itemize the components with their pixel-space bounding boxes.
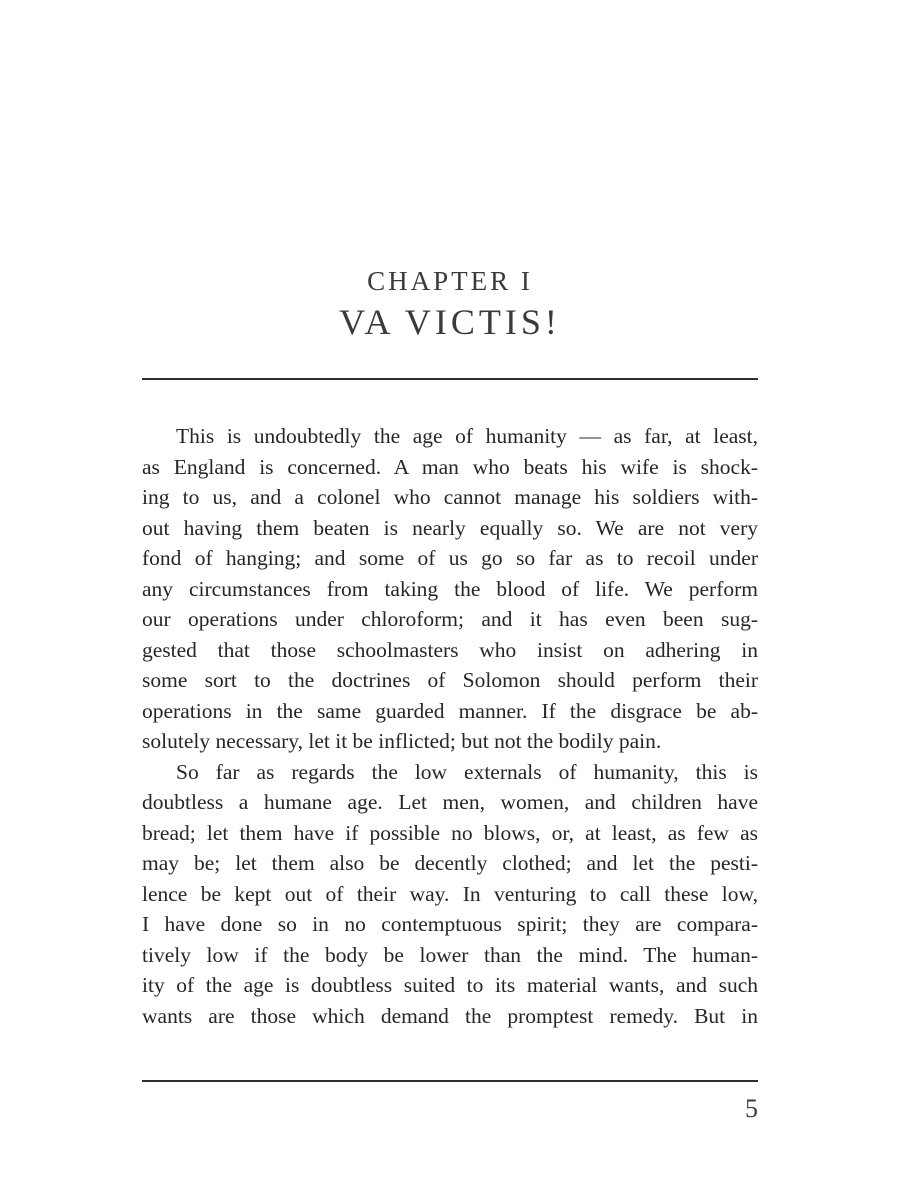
text-line: fond of hanging; and some of us go so far as to recoil under (142, 546, 758, 570)
page-number: 5 (745, 1094, 758, 1123)
text-line: solutely necessary, let it be inflicted; but not the bodily pain. (142, 729, 662, 753)
text-line: wants are those which demand the promptest remedy. But in (142, 1003, 758, 1028)
text-line: out having them beaten is nearly equally so. We are not very (142, 515, 758, 540)
text-line: any circumstances from taking the blood of life. We perform (142, 576, 758, 601)
text-line: some sort to the doctrines of Solomon should perform their (142, 668, 758, 692)
text-line: This is undoubtedly the age of humanity — as far, at least, (176, 424, 758, 448)
top-divider (142, 378, 758, 380)
text-line: our operations under chloroform; and it has even been sug- (142, 607, 758, 631)
text-line: ity of the age is doubtless suited to its material wants, and such (142, 973, 758, 997)
chapter-heading (0, 262, 900, 344)
text-line: as England is concerned. A man who beats his wife is shock- (142, 454, 758, 479)
text-line: may be; let them also be decently clothed; and let the pesti- (142, 851, 758, 875)
chapter-title: VA VICTIS! (339, 302, 561, 342)
text-line: I have done so in no contemptuous spirit; they are compara- (142, 912, 758, 936)
body-text (142, 421, 758, 1031)
text-line: So far as regards the low externals of humanity, this is (176, 759, 758, 784)
text-line: lence be kept out of their way. In venturing to call these low, (142, 881, 758, 906)
text-line: operations in the same guarded manner. If the disgrace be ab- (142, 698, 758, 723)
text-line: doubtless a humane age. Let men, women, and children have (142, 790, 758, 814)
bottom-divider (142, 1080, 758, 1082)
chapter-label: CHAPTER I (367, 266, 533, 296)
text-line: gested that those schoolmasters who insist on adhering in (142, 637, 758, 662)
text-line: ing to us, and a colonel who cannot manage his soldiers with- (142, 485, 758, 509)
text-line: bread; let them have if possible no blows, or, at least, as few as (142, 820, 758, 845)
text-line: tively low if the body be lower than the mind. The human- (142, 942, 758, 967)
